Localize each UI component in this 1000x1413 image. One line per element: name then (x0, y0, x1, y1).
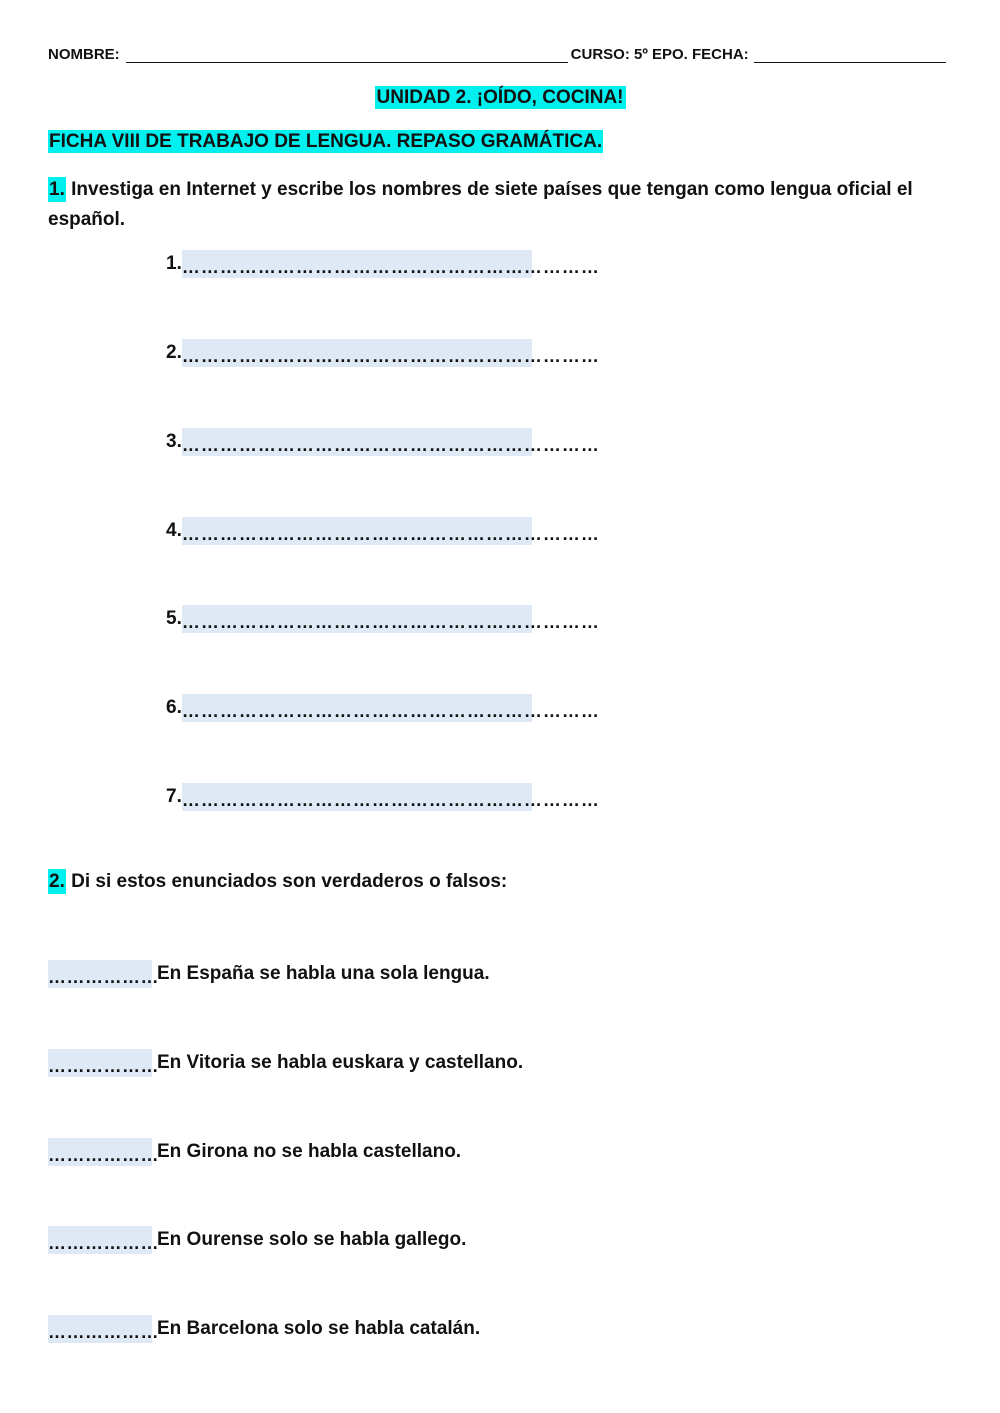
country-answer-field[interactable]: ………………………………………………………… (182, 339, 532, 367)
question-1-text: Investiga en Internet y escribe los nombres de siete países que tengan como lengua oficial el español. (48, 179, 913, 230)
country-line-label: 5. (166, 608, 182, 629)
question-1-prompt (48, 175, 958, 235)
country-line-4 (166, 517, 600, 545)
country-answer-field[interactable]: ………………………………………………………… (182, 694, 532, 722)
statement-row-2 (48, 1049, 523, 1077)
question-2-text: Di si estos enunciados son verdaderos o falsos: (65, 871, 508, 892)
worksheet-subtitle (48, 131, 603, 153)
unit-title (0, 87, 1000, 109)
country-line-7 (166, 783, 600, 811)
statement-row-3 (48, 1138, 461, 1166)
country-answer-field[interactable]: ………………………………………………………… (182, 517, 532, 545)
statement-text: En España se habla una sola lengua. (157, 963, 490, 984)
country-line-label: 2. (166, 342, 182, 363)
header-line (48, 46, 952, 63)
country-line-5 (166, 605, 600, 633)
true-false-answer-field[interactable]: ……………… (48, 960, 152, 988)
country-answer-field[interactable]: ………………………………………………………… (182, 605, 532, 633)
question-1-number: 1. (49, 179, 65, 200)
question-2-number: 2. (49, 871, 65, 892)
country-line-label: 1. (166, 253, 182, 274)
true-false-answer-field[interactable]: ……………… (48, 1315, 152, 1343)
statement-text: En Girona no se habla castellano. (157, 1141, 462, 1162)
true-false-answer-field[interactable]: ……………… (48, 1226, 152, 1254)
statement-row-4 (48, 1226, 466, 1254)
country-line-3 (166, 428, 600, 456)
country-line-label: 4. (166, 520, 182, 541)
question-2-prompt (48, 871, 507, 893)
statement-row-5 (48, 1315, 480, 1343)
country-line-2 (166, 339, 600, 367)
country-line-label: 6. (166, 697, 182, 718)
course-date-label: CURSO: 5º EPO. FECHA: (570, 46, 749, 63)
statement-text: En Barcelona solo se habla catalán. (157, 1318, 481, 1339)
unit-title-text: UNIDAD 2. ¡OÍDO, COCINA! (376, 87, 624, 108)
statement-text: En Ourense solo se habla gallego. (157, 1229, 467, 1250)
country-line-6 (166, 694, 600, 722)
name-blank[interactable] (126, 48, 568, 63)
country-answer-field[interactable]: ………………………………………………………… (182, 428, 532, 456)
date-blank[interactable] (754, 48, 946, 63)
statement-text: En Vitoria se habla euskara y castellano. (157, 1052, 524, 1073)
country-line-1 (166, 250, 600, 278)
true-false-answer-field[interactable]: ……………… (48, 1138, 152, 1166)
country-answer-field[interactable]: ………………………………………………………… (182, 783, 532, 811)
country-line-label: 3. (166, 431, 182, 452)
country-answer-field[interactable]: ………………………………………………………… (182, 250, 532, 278)
true-false-answer-field[interactable]: ……………… (48, 1049, 152, 1077)
worksheet-subtitle-text: FICHA VIII DE TRABAJO DE LENGUA. REPASO GRAMÁTICA. (49, 131, 603, 152)
country-line-label: 7. (166, 786, 182, 807)
name-label: NOMBRE: (48, 46, 120, 63)
statement-row-1 (48, 960, 490, 988)
